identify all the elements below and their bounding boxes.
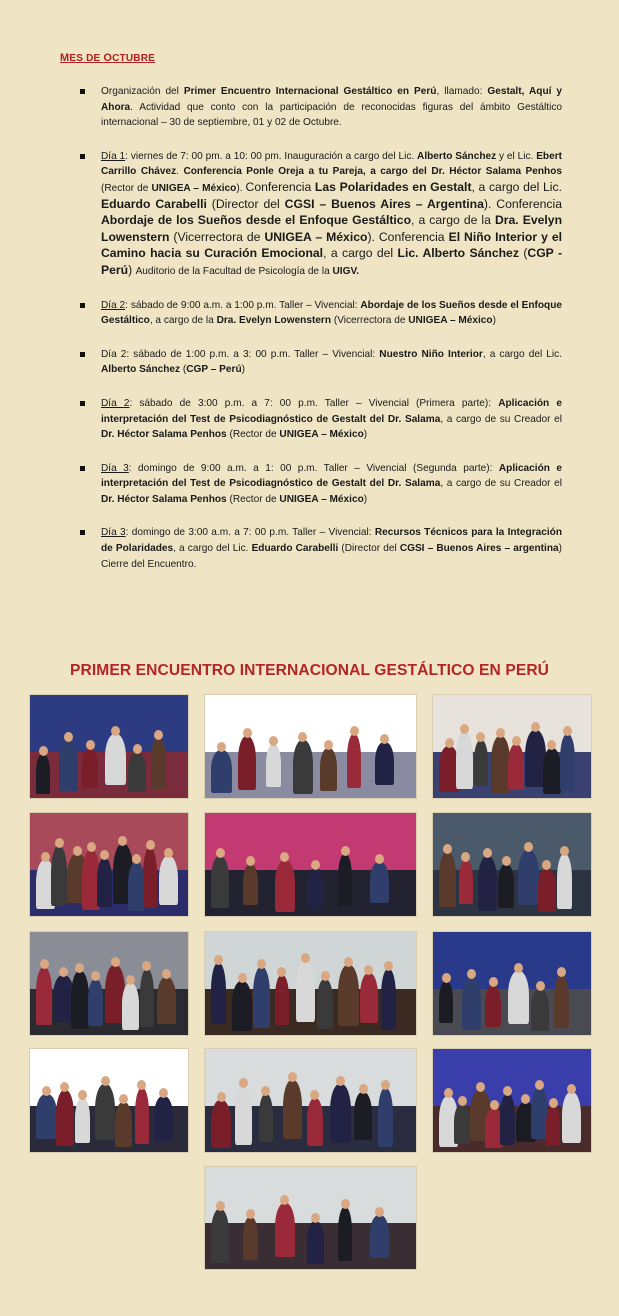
text-segment: (Director del (338, 543, 400, 555)
activity-item (80, 347, 562, 378)
text-segment: ( (180, 364, 187, 376)
gallery-title: PRIMER ENCUENTRO INTERNACIONAL GESTÁLTICO EN PERÚ (69, 662, 550, 679)
text-segment: Día 2 (101, 397, 130, 409)
text-segment: (Rector de (226, 429, 280, 441)
text-segment: UNIGEA – México (264, 229, 368, 244)
text-segment: Eduardo Carabelli (101, 196, 207, 211)
text-segment: ). Conferencia (367, 229, 449, 244)
text-segment: : domingo de 9:00 a.m. a 1: 00 p.m. Taller – Vivencial (Segunda parte): (128, 462, 499, 474)
activity-item (80, 525, 562, 572)
text-segment: ) (363, 493, 368, 505)
text-segment: Abordaje de los Sueños desde el Enfoque Gestáltico (101, 299, 562, 327)
text-segment: Conferencia Ponle Oreja a tu Pareja, a cargo del Dr. Héctor Salama Penhos (183, 166, 563, 178)
text-segment: ) Cierre del Encuentro. (101, 543, 563, 570)
text-segment: : domingo de 3:00 a.m. a 7: 00 p.m. Taller – Vivencial: (125, 527, 375, 539)
text-segment: Ebert Carrillo Chávez (101, 150, 562, 178)
bullet-icon (80, 401, 85, 406)
activity-item (80, 461, 562, 508)
text-segment: Alberto Sánchez (101, 364, 181, 376)
text-segment: El Niño Interior y el Camino hacia su Curación Emocional (101, 229, 562, 261)
text-segment: Organización del (101, 86, 184, 97)
section-title: MES DE OCTUBRE (60, 52, 156, 64)
text-segment: Nuestro Niño Interior (379, 348, 483, 360)
text-segment: (Rector de (101, 182, 152, 194)
text-segment: , a cargo del Lic. (482, 348, 562, 360)
text-segment: , a cargo del Lic. (471, 179, 562, 194)
text-segment: Dr. Héctor Salama Penhos (101, 493, 227, 505)
bullet-icon (80, 89, 85, 94)
text-segment: . Actividad que conto con la participación de reconocidas figuras del ámbito Gestáltico internacional – 30 de septiembre, 01 y 02 de Octubre. (101, 101, 562, 129)
event-photo (432, 931, 592, 1036)
text-segment: : sábado de 3:00 p.m. a 7: 00 p.m. Taller – Vivencial (Primera parte): (129, 397, 499, 409)
text-segment: CGP – Perú (186, 364, 242, 376)
text-segment: Día 3 (101, 527, 126, 539)
event-photo (29, 931, 189, 1036)
activity-item (80, 149, 562, 280)
text-segment: ( (518, 246, 528, 261)
text-segment: CGSI – Buenos Aires – argentina (399, 543, 559, 555)
event-photo (29, 1048, 189, 1153)
text-segment: ) (241, 364, 245, 376)
activity-item (80, 298, 562, 329)
text-segment: Eduardo Carabelli (251, 543, 339, 555)
text-segment: UIGV. (332, 265, 360, 277)
text-segment: Día 1 (101, 150, 126, 162)
text-segment: Auditorio de la Facultad de Psicología de la (135, 265, 333, 277)
text-segment: , a cargo de la (149, 315, 217, 327)
text-segment: Aplicación e interpretación del Test de Psicodiagnóstico de Gestalt del Dr. Salama (101, 397, 562, 425)
text-segment: ). (236, 182, 246, 194)
text-segment: Día 2 (101, 299, 126, 311)
text-segment: (Rector de (226, 493, 280, 505)
text-segment: Dra. Evelyn Lowenstern (101, 213, 563, 244)
bullet-icon (80, 466, 85, 471)
text-segment: ) (128, 262, 136, 277)
text-segment: , a cargo de su Creador el (440, 413, 562, 425)
text-segment: Recursos Técnicos para la Integración de Polaridades (101, 527, 562, 555)
text-segment: CGP - Perú (101, 246, 563, 277)
bullet-icon (80, 154, 85, 159)
bullet-icon (80, 530, 85, 535)
text-segment: y el Lic. (496, 150, 537, 162)
text-segment: Aplicación e interpretación del Test de Psicodiagnóstico de Gestalt del Dr. Salama (101, 462, 562, 490)
bullet-icon (80, 352, 85, 357)
text-segment: , a cargo del (323, 246, 398, 261)
text-segment: ) (363, 429, 368, 441)
text-segment: Dr. Héctor Salama Penhos (101, 429, 227, 441)
activity-list (80, 84, 562, 590)
text-segment: ) (492, 315, 496, 327)
event-photo (29, 812, 189, 917)
activity-item (80, 396, 562, 443)
text-segment: ). Conferencia (483, 196, 562, 211)
text-segment: UNIGEA – México (151, 182, 237, 194)
event-photo (204, 694, 417, 799)
text-segment: Conferencia (245, 179, 315, 194)
text-segment: , a cargo del Lic. (173, 543, 252, 555)
text-segment: . (176, 166, 184, 178)
event-photo (29, 694, 189, 799)
text-segment: Las Polaridades en Gestalt (314, 179, 472, 194)
event-photo (432, 812, 592, 917)
event-photo (204, 1048, 417, 1153)
event-photo (432, 1048, 592, 1153)
text-segment: (Vicerrectora de (331, 315, 409, 327)
text-segment: : viernes de 7: 00 pm. a 10: 00 pm. Inauguración a cargo del Lic. (125, 150, 418, 162)
event-photo (204, 1166, 417, 1270)
text-segment: : sábado de 9:00 a.m. a 1:00 p.m. Taller – Vivencial: (125, 299, 361, 311)
text-segment: Lic. Alberto Sánchez (397, 246, 519, 261)
bullet-icon (80, 303, 85, 308)
text-segment: , a cargo de su Creador el (440, 478, 562, 490)
text-segment: , a cargo de la (411, 213, 495, 228)
text-segment: , llamado: (436, 86, 488, 97)
text-segment: Gestalt, Aquí y Ahora (101, 86, 562, 113)
text-segment: Primer Encuentro Internacional Gestáltico en Perú (183, 86, 437, 97)
event-photo (432, 694, 592, 799)
text-segment: (Vicerrectora de (169, 229, 265, 244)
text-segment: Abordaje de los Sueños desde el Enfoque Gestáltico (101, 213, 412, 228)
text-segment: Alberto Sánchez (417, 150, 497, 162)
text-segment: (Director del (206, 196, 285, 211)
text-segment: Día 2: sábado de 1:00 p.m. a 3: 00 p.m. Taller – Vivencial: (101, 348, 380, 360)
text-segment: UNIGEA – México (279, 493, 364, 505)
text-segment: Dra. Evelyn Lowenstern (216, 315, 332, 327)
text-segment: UNIGEA – México (408, 315, 493, 327)
text-segment: CGSI – Buenos Aires – Argentina (284, 196, 484, 211)
text-segment: Día 3 (101, 462, 129, 474)
event-photo (204, 812, 417, 917)
text-segment: UNIGEA – México (279, 429, 364, 441)
activity-item (80, 84, 562, 131)
event-photo (204, 931, 417, 1036)
